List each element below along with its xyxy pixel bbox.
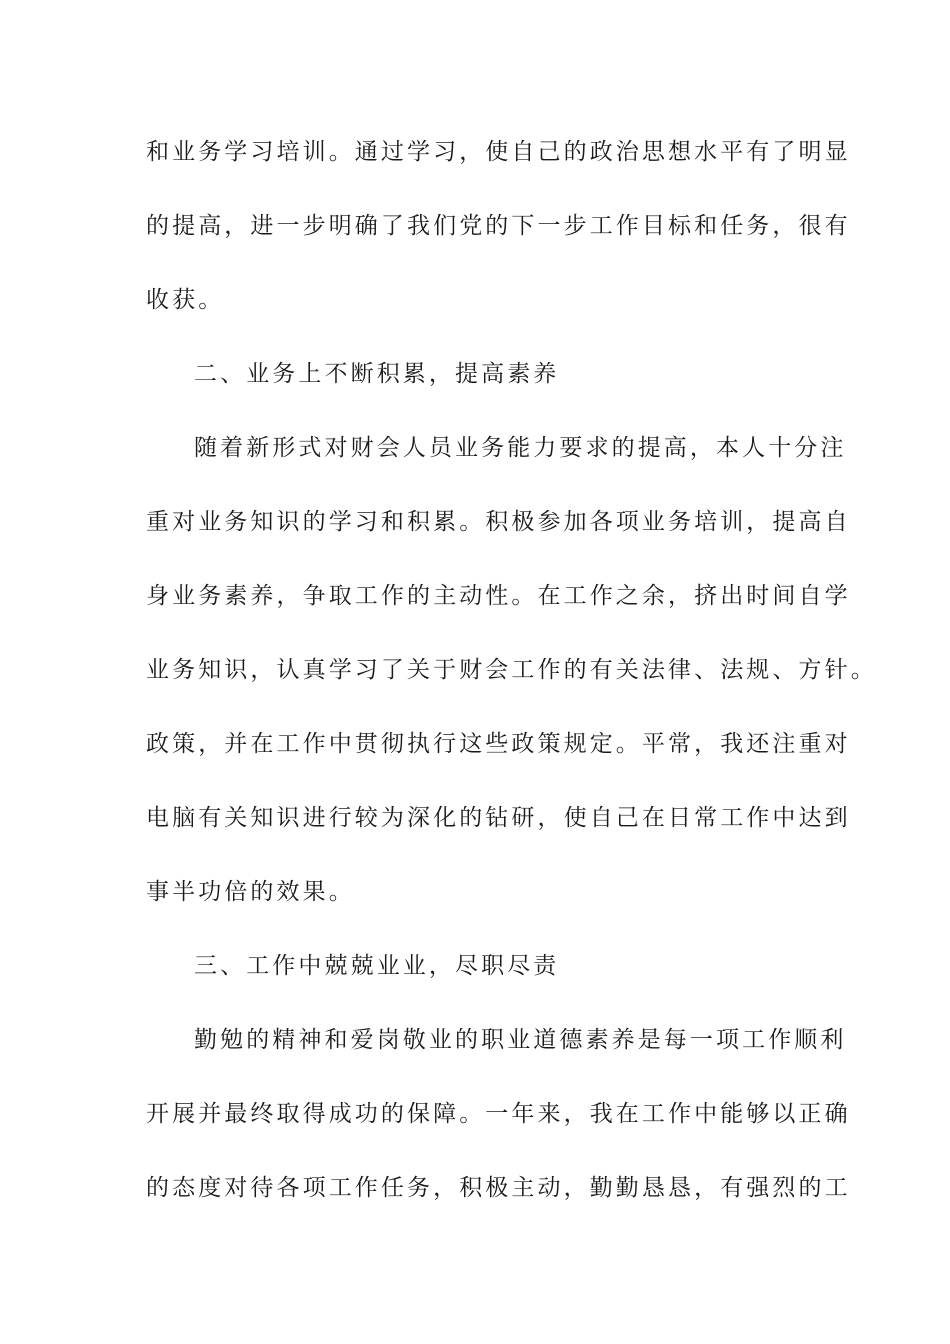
section-heading-3: 三、工作中兢兢业业，尽职尽责	[194, 953, 560, 979]
text-line: 收获。	[146, 287, 225, 313]
section-heading-2: 二、业务上不断积累，提高素养	[194, 361, 560, 387]
text-line: 开展并最终取得成功的保障。一年来，我在工作中能够以正确	[146, 1101, 851, 1127]
text-line: 和业务学习培训。通过学习，使自己的政治思想水平有了明显	[146, 139, 851, 165]
text-line: 的态度对待各项工作任务，积极主动，勤勤恳恳，有强烈的工	[146, 1175, 851, 1201]
text-line: 勤勉的精神和爱岗敬业的职业道德素养是每一项工作顺利	[194, 1027, 847, 1053]
text-line: 事半功倍的效果。	[146, 879, 355, 905]
text-line: 政策，并在工作中贯彻执行这些政策规定。平常，我还注重对	[146, 731, 851, 757]
text-line: 业务知识，认真学习了关于财会工作的有关法律、法规、方针。	[146, 657, 877, 683]
text-line: 电脑有关知识进行较为深化的钻研，使自己在日常工作中达到	[146, 805, 851, 831]
text-line: 随着新形式对财会人员业务能力要求的提高，本人十分注	[194, 435, 847, 461]
text-line: 身业务素养，争取工作的主动性。在工作之余，挤出时间自学	[146, 583, 851, 609]
text-line: 重对业务知识的学习和积累。积极参加各项业务培训，提高自	[146, 509, 851, 535]
text-line: 的提高，进一步明确了我们党的下一步工作目标和任务，很有	[146, 213, 851, 239]
